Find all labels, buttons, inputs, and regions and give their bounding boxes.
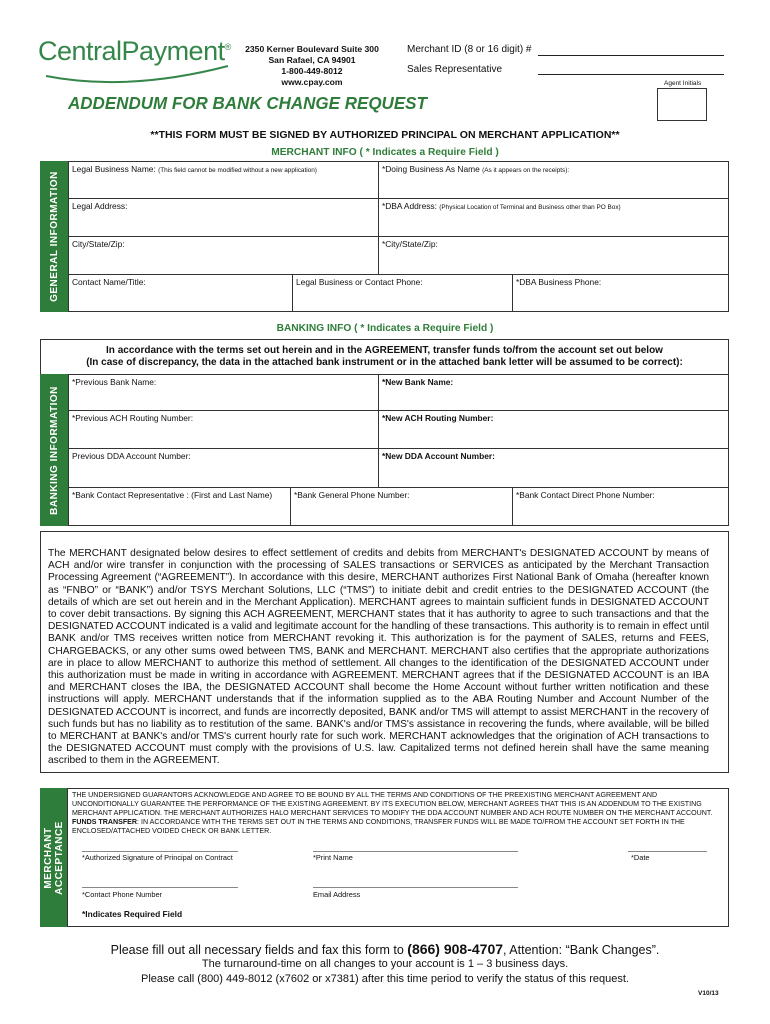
dba-address-label: *DBA Address: — [382, 201, 437, 211]
banking-information-label: BANKING INFORMATION — [48, 385, 60, 515]
acceptance-terms-part2: : IN ACCORDANCE WITH THE TERMS SET OUT IN THE TERMS AND CONDITIONS, TRANSFER FUNDS WILL BE MADE TO/FROM THE ACCOUNT SET FORTH IN THE ENCLOSED/ATTACHED VOIDED CHECK OR BANK LETTER. — [72, 818, 685, 835]
merchant-acceptance-label-line1: MERCHANT — [43, 826, 54, 889]
form-version: V10/13 — [698, 990, 719, 997]
bank-direct-phone-field[interactable] — [512, 487, 729, 526]
new-dda-account-field[interactable] — [378, 448, 729, 488]
date-line[interactable] — [628, 851, 707, 852]
merchant-id-label: Merchant ID (8 or 16 digit) # — [407, 44, 532, 55]
form-title: ADDENDUM FOR BANK CHANGE REQUEST — [68, 93, 427, 114]
logo-registered-mark: ® — [224, 42, 231, 52]
address-line: www.cpay.com — [281, 77, 343, 87]
email-address-line[interactable] — [313, 887, 518, 888]
address-line: San Rafael, CA 94901 — [268, 55, 356, 65]
banking-intro-text — [42, 345, 727, 368]
acceptance-terms — [72, 791, 720, 836]
legal-business-name-note: (This field cannot be modified without a new application) — [158, 167, 317, 174]
contact-phone-line[interactable] — [82, 887, 238, 888]
required-field-note: *Indicates Required Field — [82, 909, 183, 919]
dba-name-field[interactable] — [378, 161, 729, 199]
fax-instructions-pre: Please fill out all necessary fields and fax this form to — [110, 943, 408, 957]
dba-city-state-zip-label: *City/State/Zip: — [382, 239, 438, 249]
bank-general-phone-label: *Bank General Phone Number: — [294, 490, 410, 500]
bank-contact-representative-label: *Bank Contact Representative : (First and Last Name) — [72, 490, 273, 500]
status-call-note: Please call (800) 449-8012 (x7602 or x7381) after this time period to verify the status of this request. — [141, 973, 629, 985]
banking-intro-line2: (In case of discrepancy, the data in the attached bank instrument or in the attached bank letter will be assumed to be correct): — [86, 356, 683, 368]
dba-city-state-zip-field[interactable] — [378, 236, 729, 275]
legal-business-name-field[interactable] — [68, 161, 379, 199]
print-name-line[interactable] — [313, 851, 518, 852]
date-label: *Date — [631, 853, 650, 862]
signature-line[interactable] — [82, 851, 238, 852]
new-dda-account-label: *New DDA Account Number: — [382, 451, 495, 461]
funds-transfer-label: FUNDS TRANSFER — [72, 818, 138, 826]
fax-number: (866) 908-4707 — [407, 941, 504, 957]
new-routing-number-label: *New ACH Routing Number: — [382, 413, 494, 423]
fax-instructions — [0, 941, 770, 957]
print-name-label: *Print Name — [313, 853, 353, 862]
previous-routing-number-label: *Previous ACH Routing Number: — [72, 413, 194, 423]
merchant-info-heading: MERCHANT INFO ( * Indicates a Require Field ) — [271, 147, 499, 158]
legal-business-name-label: Legal Business Name: — [72, 164, 156, 174]
dba-phone-label: *DBA Business Phone: — [516, 277, 602, 287]
previous-dda-account-field[interactable] — [68, 448, 379, 488]
general-information-label: GENERAL INFORMATION — [48, 171, 60, 302]
legal-contact-phone-label: Legal Business or Contact Phone: — [296, 277, 423, 287]
dba-name-label: *Doing Business As Name — [382, 164, 480, 174]
signature-requirement-note: **THIS FORM MUST BE SIGNED BY AUTHORIZED PRINCIPAL ON MERCHANT APPLICATION** — [150, 129, 620, 141]
bank-contact-representative-field[interactable] — [68, 487, 291, 526]
new-bank-name-field[interactable] — [378, 374, 729, 411]
agreement-text: The MERCHANT designated below desires to effect settlement of credits and debits from MERCHANT's DESIGNATED ACCOUNT by means of ACH and/or wire transfer in conjunction with the processing of SALES transactions or SERVICES as anticipated by the Merchant Transaction Processing Agreement (“AGREEMENT”). In accordance with this desire, MERCHANT authorizes First National Bank of Omaha (hereafter known as “FNBO” or “BANK”) and/or TSYS Merchant Solutions, LLC (“TMS”) to initiate debit and credit entries to the DESIGNATED ACCOUNT (the details of which are set out herein and in the Merchant Application). MERCHANT agrees to maintain sufficient funds in DESIGNATED ACCOUNT to cover debit transactions. By signing this ACH AGREEMENT, MERCHANT states that it has authority to agree to such transactions and that the DESIGNATED ACCOUNT indicated is a valid and legitimate account for the handling of these transactions. This authority is to remain in effect until BANK and/or TMS receives written notice from MERCHANT revoking it. This authorization is for the payment of SALES, returns and FEES, CHARGEBACKS, or any other sums owed between TMS, BANK and MERCHANT. MERCHANT also certifies that the appropriate authorizations are in place to allow MERCHANT to authorize this method of settlement. All changes to the identification of the DESIGNATED ACCOUNT under this authorization must be made in writing in accordance with AGREEMENT. MERCHANT agrees that if the DESIGNATED ACCOUNT is an IBA and MERCHANT closes the IBA, the DESIGNATED ACCOUNT shall become the Home Account without further written notification and these instructions will apply. MERCHANT understands that if the information supplied as to the ABA Routing Number and Account Number of the DESIGNATED ACCOUNT is incorrect, and funds are incorrectly deposited, BANK and/or TMS will attempt to assist MERCHANT in the recovery of such funds but has no liability as to restitution of the same. BANK's and/or TMS's assistance in recovering the funds, where available, will be billed to MERCHANT at BANK's and/or TMS's current hourly rate for such work. MERCHANT acknowledges that the origination of ACH transactions to the DESIGNATED ACCOUNT must comply with the provisions of U.S. law. Capitalized terms not defined herein shall have the same meaning ascribed to them in the AGREEMENT. — [48, 548, 709, 767]
turnaround-note: The turnaround-time on all changes to your account is 1 – 3 business days. — [201, 958, 569, 970]
new-routing-number-field[interactable] — [378, 410, 729, 449]
previous-routing-number-field[interactable] — [68, 410, 379, 449]
legal-contact-phone-field[interactable] — [292, 274, 513, 312]
contact-name-field[interactable] — [68, 274, 293, 312]
dba-address-note: (Physical Location of Terminal and Business other than PO Box) — [439, 204, 621, 211]
signature-label: *Authorized Signature of Principal on Contract — [82, 853, 233, 862]
fax-instructions-post: , Attention: “Bank Changes”. — [503, 943, 660, 957]
previous-bank-name-field[interactable] — [68, 374, 379, 411]
contact-name-label: Contact Name/Title: — [72, 277, 146, 287]
merchant-acceptance-sidebar — [40, 788, 68, 927]
address-line: 2350 Kerner Boulevard Suite 300 — [245, 44, 379, 54]
agent-initials-label: Agent Initials — [664, 80, 702, 87]
previous-dda-account-label: Previous DDA Account Number: — [72, 451, 191, 461]
contact-phone-label: *Contact Phone Number — [82, 890, 163, 899]
dba-phone-field[interactable] — [512, 274, 729, 312]
previous-bank-name-label: *Previous Bank Name: — [72, 377, 157, 387]
company-logo — [38, 36, 238, 84]
agent-initials-box[interactable] — [657, 88, 707, 121]
city-state-zip-label: City/State/Zip: — [72, 239, 125, 249]
general-information-sidebar — [40, 161, 68, 312]
bank-direct-phone-label: *Bank Contact Direct Phone Number: — [516, 490, 655, 500]
dba-name-note: (As it appears on the receipts): — [482, 167, 570, 174]
address-line: 1-800-449-8012 — [281, 66, 343, 76]
merchant-acceptance-label-line2: ACCEPTANCE — [54, 820, 65, 895]
sales-rep-field[interactable] — [538, 74, 724, 75]
new-bank-name-label: *New Bank Name: — [382, 377, 454, 387]
dba-address-field[interactable] — [378, 198, 729, 237]
company-address — [237, 44, 387, 88]
acceptance-terms-part1: THE UNDERSIGNED GUARANTORS ACKNOWLEDGE AND AGREE TO BE BOUND BY ALL THE TERMS AND CONDITIONS OF THE PREEXISTING MERCHANT AGREEMENT AND UNCONDITIONALLY GUARANTEE THE PERFORMANCE OF THE EXISTING AGREEMENT. BY ITS EXECUTION BELOW, MERCHANT AGREES THAT THIS IS AN ADDENDUM TO THE EXISTING MERCHANT APPLICATION. THE MERCHANT AUTHORIZES HALO MERCHANT SERVICES TO MODIFY THE DDA ACCOUNT NUMBER AND ACH ROUTE NUMBER ON THE MERCHANT ACCOUNT. — [72, 791, 713, 817]
sales-rep-label: Sales Representative — [407, 64, 503, 75]
bank-general-phone-field[interactable] — [290, 487, 513, 526]
email-address-label: Email Address — [313, 890, 361, 899]
banking-information-sidebar — [40, 374, 68, 526]
legal-address-field[interactable] — [68, 198, 379, 237]
city-state-zip-field[interactable] — [68, 236, 379, 275]
banking-intro-line1: In accordance with the terms set out herein and in the AGREEMENT, transfer funds to/from the account set out below — [106, 345, 663, 356]
banking-info-heading: BANKING INFO ( * Indicates a Require Field ) — [276, 323, 494, 334]
legal-address-label: Legal Address: — [72, 201, 128, 211]
logo-text: CentralPayment — [38, 36, 225, 66]
merchant-id-field[interactable] — [538, 55, 724, 56]
